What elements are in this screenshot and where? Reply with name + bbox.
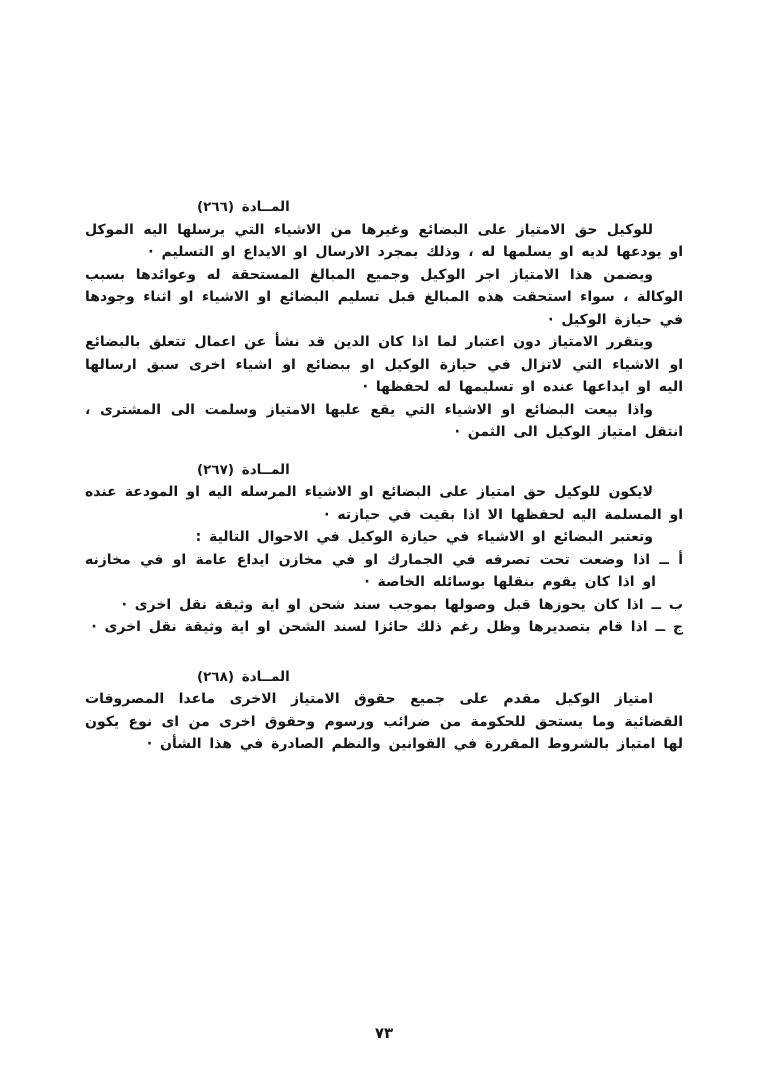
article-267-list-item-a: أ ــ اذا وضعت تحت تصرفه في الجمارك او في مخازن ايداع عامة او في مخازنه او اذا كان يقوم بنقلها بوسائله الخاصة · [85, 551, 683, 590]
article-266-heading: المــادة (٢٦٦) [197, 199, 290, 215]
article-267-paragraph-1: لايكون للوكيل حق امتياز على البضائع او الاشياء المرسله اليه او المودعة عنده او المسلمة اليه لحفظها الا اذا بقيت في حيازته · [85, 484, 683, 523]
article-268-heading: المــادة (٢٦٨) [197, 668, 290, 685]
document-content [85, 196, 683, 756]
article-267-paragraph-2: وتعتبر البضائع او الاشياء في حيازة الوكيل في الاحوال التالية : [195, 529, 653, 545]
article-268-paragraph-1: امتياز الوكيل مقدم على جميع حقوق الامتياز الاخرى ماعدا المصروفات القضائية وما يستحق للحكومة من ضرائب ورسوم وحقوق اخرى من اى نوع يكون لها امتياز بالشروط المقررة في القوانين والنظم الصادرة في هذا الشأن · [85, 691, 683, 752]
article-266-paragraph-2: ويضمن هذا الامتياز اجر الوكيل وجميع المبالغ المستحقة له وعوائدها بسبب الوكالة ، سواء استحقت هذه المبالغ قبل تسليم البضائع او الاشياء او اثناء وجودها في حيازة الوكيل · [85, 266, 683, 328]
article-267-list-item-b: ب ــ اذا كان يحوزها قبل وصولها بموجب سند شحن او اية وثيقة نقل اخرى · [121, 596, 683, 613]
article-266-paragraph-4: واذا بيعت البضائع او الاشياء التي يقع عليها الامتياز وسلمت الى المشترى ، انتقل امتياز الوكيل الى الثمن · [85, 401, 683, 440]
article-267-heading: المــادة (٢٦٧) [197, 461, 290, 478]
article-266-paragraph-1: للوكيل حق الامتياز على البضائع وغيرها من الاشياء التي يرسلها اليه الموكل او يودعها لديه او يسلمها له ، وذلك بمجرد الارسال او الايداع او التسليم · [85, 221, 683, 260]
page-number: ٧٣ [374, 1024, 394, 1042]
article-266-paragraph-3: ويتقرر الامتياز دون اعتبار لما اذا كان الدين قد نشأ عن اعمال تتعلق بالبضائع او الاشياء التي لاتزال في حيازة الوكيل او ببضائع او اشياء اخرى سبق ارسالها اليه او ايداعها عنده او تسليمها له لحفظها · [85, 334, 683, 395]
article-267-list-item-c: ج ــ اذا قام بتصديرها وظل رغم ذلك حائزا لسند الشحن او اية وثيقة نقل اخرى · [91, 619, 683, 635]
